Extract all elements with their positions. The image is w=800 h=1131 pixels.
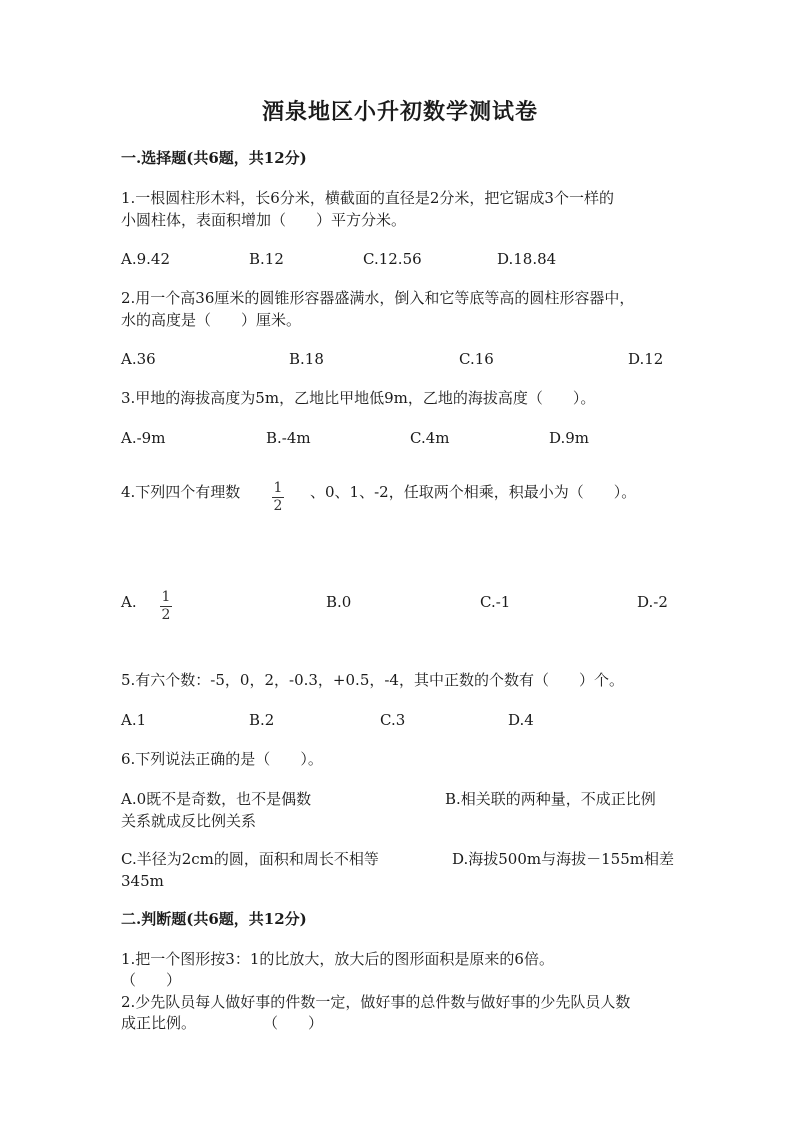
section-heading-choice: 一.选择题(共6题，共12分) [121,149,307,167]
question-4-option-d: D.-2 [637,593,668,611]
question-3-option-d: D.9m [549,429,590,447]
fraction-denominator: 2 [273,497,283,514]
fraction-numerator: 1 [161,589,171,605]
question-2-line-1: 2.用一个高36厘米的圆锥形容器盛满水，倒入和它等底等高的圆柱形容器中， [121,289,635,307]
question-4-option-b: B.0 [326,593,352,611]
question-3-option-a: A.-9m [121,429,166,447]
question-2-option-b: B.18 [289,350,324,368]
judgement-2-line-2: 成正比例。 [121,1014,197,1032]
fraction-denominator: 2 [161,606,171,623]
judgement-2-line-1: 2.少先队员每人做好事的件数一定，做好事的总件数与做好事的少先队员人数 [121,993,631,1011]
question-2-line-2: 水的高度是（ ）厘米。 [121,311,302,329]
judgement-1-line-1: 1.把一个图形按3：1的比放大，放大后的图形面积是原来的6倍。 [121,950,554,968]
question-6-option-a: A.0既不是奇数，也不是偶数 [121,790,312,808]
question-3-option-c: C.4m [410,429,450,447]
question-1-option-c: C.12.56 [363,250,422,268]
question-5-line-1: 5.有六个数：-5，0，2，-0.3，+0.5，-4，其中正数的个数有（ ）个。 [121,671,624,689]
question-6-option-d-line-1: D.海拔500m与海拔－155m相差 [452,850,674,868]
question-4-suffix: 、0、1、-2，任取两个相乘，积最小为（ ）。 [310,483,637,501]
question-4-fraction [272,477,284,513]
question-6-line-1: 6.下列说法正确的是（ ）。 [121,750,323,768]
fraction-numerator: 1 [273,480,283,496]
page-title: 酒泉地区小升初数学测试卷 [261,99,538,125]
question-5-option-b: B.2 [249,711,275,729]
question-4-option-a-label: A. [121,593,137,611]
judgement-2-answer-blank: （ ） [263,1014,324,1032]
question-1-option-d: D.18.84 [497,250,557,268]
question-6-option-b-line-2: 关系就成反比例关系 [121,812,257,830]
question-6-option-c: C.半径为2cm的圆，面积和周长不相等 [121,850,379,868]
question-3-line-1: 3.甲地的海拔高度为5m，乙地比甲地低9m，乙地的海拔高度（ ）。 [121,389,596,407]
question-5-option-c: C.3 [380,711,406,729]
question-4-option-a-fraction [160,586,172,622]
question-2-option-d: D.12 [628,350,664,368]
question-6-option-b-line-1: B.相关联的两种量，不成正比例 [445,790,656,808]
question-5-option-d: D.4 [508,711,534,729]
section-heading-judgement: 二.判断题(共6题，共12分) [121,910,307,928]
question-3-option-b: B.-4m [266,429,311,447]
judgement-1-answer-blank: （ ） [121,971,182,989]
question-1-line-2: 小圆柱体，表面积增加（ ）平方分米。 [121,211,407,229]
question-1-line-1: 1.一根圆柱形木料，长6分米，横截面的直径是2分米，把它锯成3个一样的 [121,189,614,207]
question-2-option-a: A.36 [121,350,156,368]
question-4-prefix: 4.下列四个有理数 [121,483,241,501]
question-1-option-a: A.9.42 [121,250,170,268]
question-6-option-d-line-2: 345m [121,872,164,890]
question-1-option-b: B.12 [249,250,284,268]
question-2-option-c: C.16 [459,350,494,368]
question-4-option-c: C.-1 [480,593,511,611]
question-5-option-a: A.1 [121,711,147,729]
